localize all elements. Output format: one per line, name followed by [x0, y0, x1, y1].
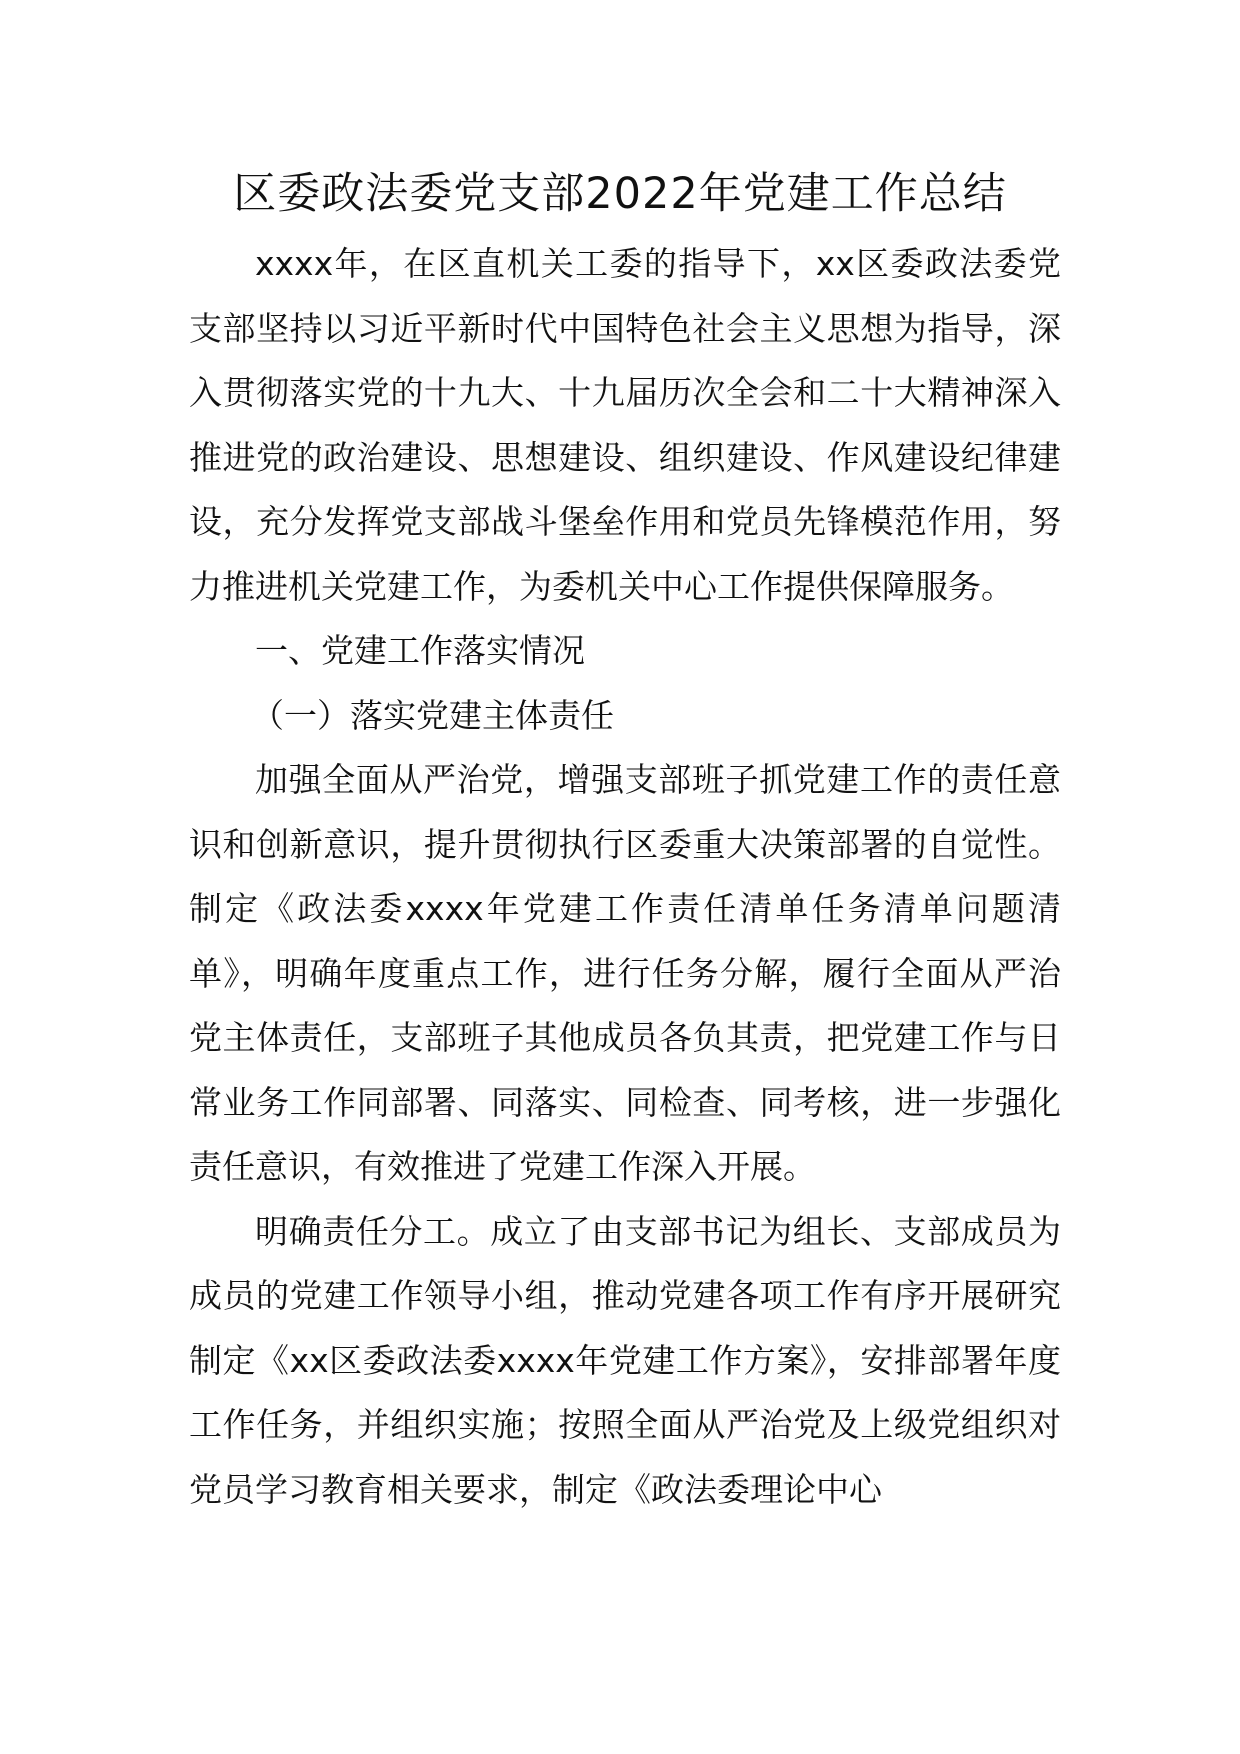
- document-title: 区委政法委党支部2022年党建工作总结: [233, 169, 1007, 219]
- intro-paragraph: xxxx年，在区直机关工委的指导下，xx区委政法委党支部坚持以习近平新时代中国特色社会主义思想为指导，深入贯彻落实党的十九大、十九届历次全会和二十大精神深入推进党的政治建设、思想建设、组织建设、作风建设纪律建设，充分发挥党支部战斗堡垒作用和党员先锋模范作用，努力推进机关党建工作，为委机关中心工作提供保障服务。: [189, 244, 1061, 606]
- body-paragraph: 加强全面从严治党，增强支部班子抓党建工作的责任意识和创新意识，提升贯彻执行区委重大决策部署的自觉性。制定《政法委xxxx年党建工作责任清单任务清单问题清单》，明确年度重点工作，进行任务分解，履行全面从严治党主体责任，支部班子其他成员各负其责，把党建工作与日常业务工作同部署、同落实、同检查、同考核，进一步强化责任意识，有效推进了党建工作深入开展。: [189, 760, 1061, 1186]
- body-paragraph: 明确责任分工。成立了由支部书记为组长、支部成员为成员的党建工作领导小组，推动党建各项工作有序开展研究制定《xx区委政法委xxxx年党建工作方案》，安排部署年度工作任务，并组织实施；按照全面从严治党及上级党组织对党员学习教育相关要求，制定《政法委理论中心: [189, 1211, 1061, 1509]
- subsection-heading: （一）落实党建主体责任: [251, 695, 614, 735]
- section-heading: 一、党建工作落实情况: [255, 631, 585, 670]
- document-body: [189, 232, 1061, 1522]
